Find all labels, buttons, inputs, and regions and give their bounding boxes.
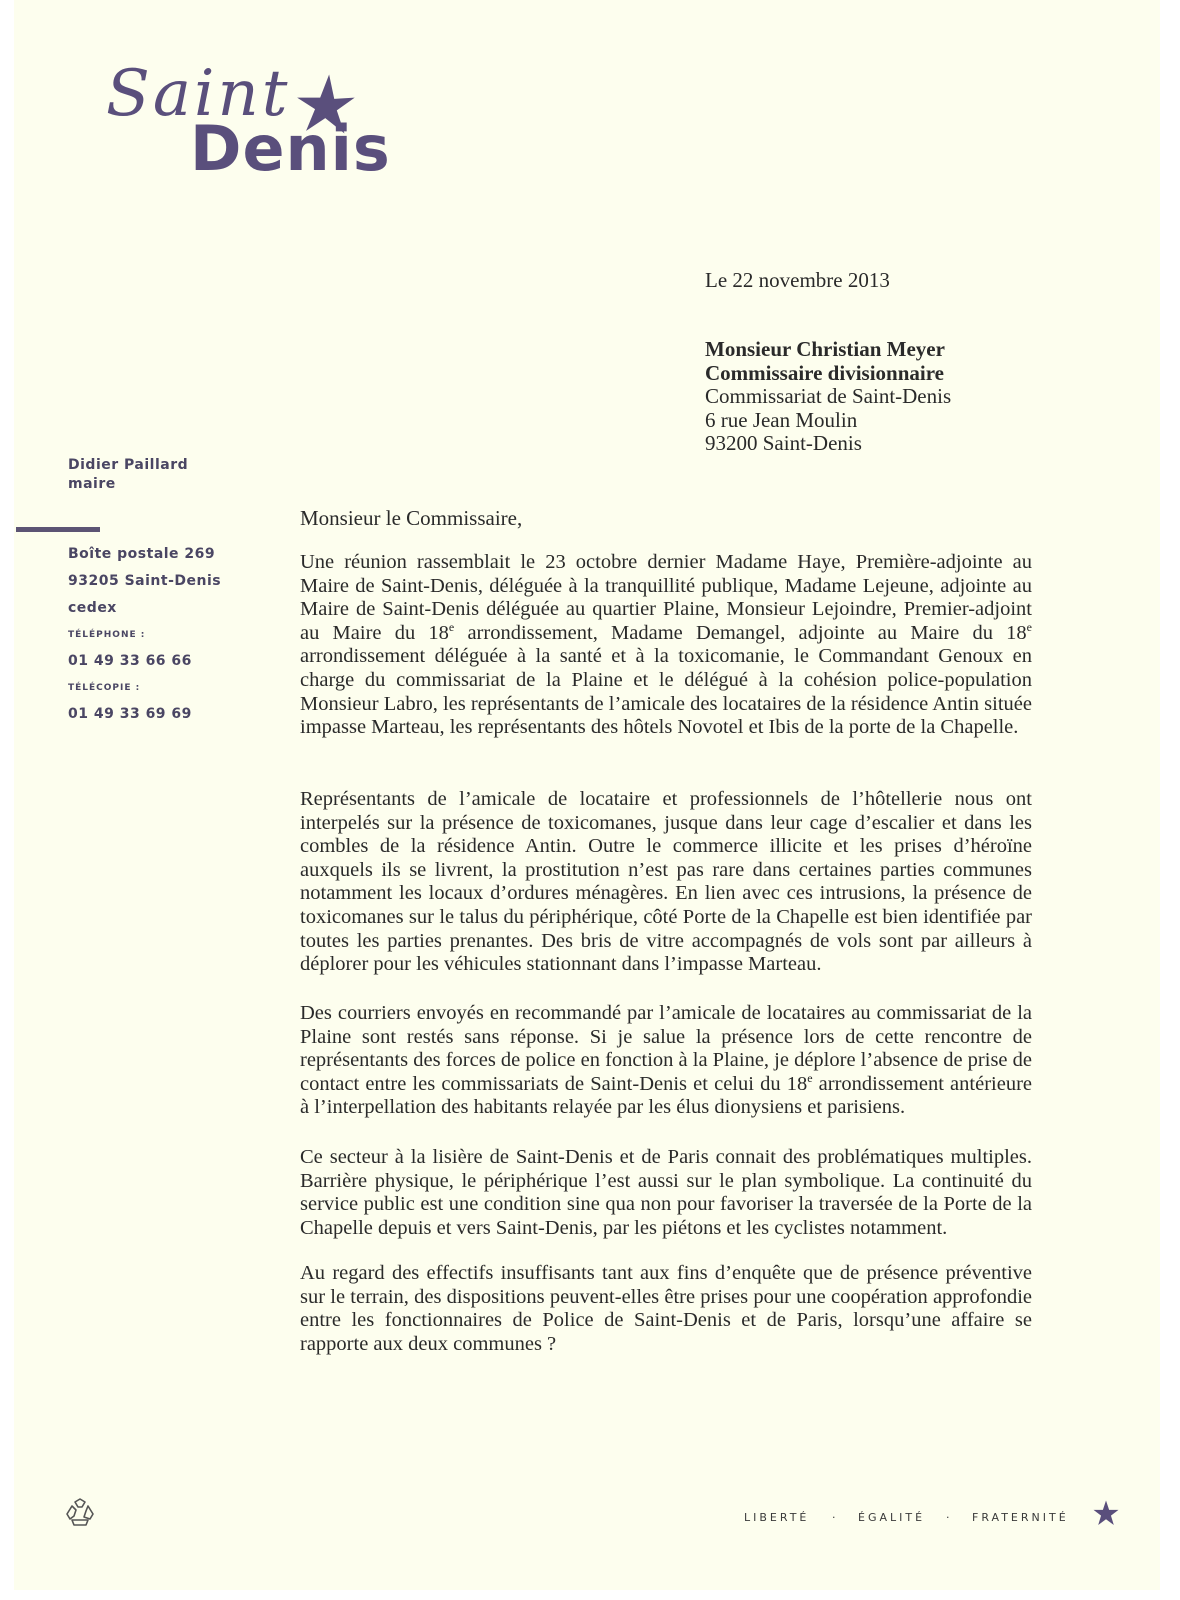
recipient-street: 6 rue Jean Moulin	[705, 407, 858, 432]
postal-box: Boîte postale 269	[68, 546, 216, 562]
logo-saint-text: Saint	[106, 57, 291, 131]
paragraph-3-part-a: Des courriers envoyés en recommandé par l’amicale de locataires au commissariat de la Plaine sont restés sans réponse. Si je salue la présence lors de cette rencontre de représentants des forces de police en fonction à la Plaine, je déplore l’absence de prise de contact entre les commissariats de Saint-Denis et celui du 18	[300, 1002, 1032, 1095]
paragraph-2: Représentants de l’amicale de locataire et professionnels de l’hôtellerie nous ont interpelés sur la présence de toxicomanes, jusque dans leur cage d’escalier et dans les combles de la résidence Antin. Outre le commerce illicite et les prises d’héroïne auxquels ils se livrent, la prostitution n’est pas rare dans certaines parties communes notamment les locaux d’ordures ménagères. En lien avec ces intrusions, la présence de toxicomanes sur le talus du périphérique, côté Porte de la Chapelle est bien identifiée par toutes les parties prenantes. Des bris de vitre accompagnés de vols sont par ailleurs à déplorer pour les véhicules stationnant dans l’impasse Marteau.	[300, 788, 1032, 976]
letter-date: Le 22 novembre 2013	[705, 268, 890, 292]
paragraph-1-part-b: arrondissement, Madame Demangel, adjointe au Maire du 18	[454, 621, 1027, 644]
fax-label: TÉLÉCOPIE :	[68, 683, 141, 693]
paragraph-3	[300, 1002, 1032, 1120]
mayor-name: Didier Paillard	[68, 457, 189, 473]
footer-star-icon	[1093, 1500, 1119, 1526]
superscript: e	[807, 1070, 813, 1085]
motto-fraternite: FRATERNITÉ	[972, 1511, 1069, 1524]
paragraph-4: Ce secteur à la lisière de Saint-Denis et de Paris connait des problématiques multiples. Barrière physique, le périphérique l’est aussi sur le plan symbolique. La continuité du service public est une condition sine qua non pour favoriser la traversée de la Porte de la Chapelle depuis et vers Saint-Denis, par les piétons et les cyclistes notamment.	[300, 1146, 1032, 1239]
paragraph-1-part-a: Une réunion rassemblait le 23 octobre dernier Madame Haye, Première-adjointe au Maire de Saint-Denis, déléguée à la tranquillité publique, Madame Lejeune, adjointe au Maire de Saint-Denis déléguée au quartier Plaine, Monsieur Lejoindre, Premier-adjoint au Maire du 18	[300, 551, 1032, 644]
sidebar-divider	[16, 527, 100, 532]
motto-egalite: ÉGALITÉ	[858, 1511, 926, 1524]
phone-number: 01 49 33 66 66	[68, 653, 192, 669]
recipient-city: 93200 Saint-Denis	[705, 431, 862, 455]
fax-number: 01 49 33 69 69	[68, 706, 192, 722]
postal-city: 93205 Saint-Denis	[68, 573, 222, 589]
motto-separator: ·	[832, 1511, 839, 1524]
letter-page	[14, 0, 1160, 1590]
recipient-role: Commissaire divisionnaire	[705, 360, 944, 385]
motto-liberte: LIBERTÉ	[744, 1511, 810, 1524]
paragraph-3-part-b: arrondissement antérieure à l’interpellation des habitants relayée par les élus dionysiens et parisiens.	[300, 1072, 1032, 1119]
superscript: e	[448, 619, 455, 634]
superscript: e	[1026, 619, 1032, 634]
paragraph-1	[300, 551, 1032, 740]
greeting: Monsieur le Commissaire,	[300, 506, 523, 530]
recycle-icon	[64, 1497, 96, 1527]
phone-label: TÉLÉPHONE :	[68, 630, 146, 640]
postal-cedex: cedex	[68, 600, 117, 616]
logo-denis-text: Denis	[190, 112, 391, 185]
motto-separator: ·	[946, 1511, 953, 1524]
paragraph-1-part-c: arrondissement déléguée à la santé et à la toxicomanie, le Commandant Genoux en charge du commissariat de la Plaine et le délégué à la cohésion police-population Monsieur Labro, les représentants de l’amicale des locataires de la résidence Antin située impasse Marteau, les représentants des hôtels Novotel et Ibis de la porte de la Chapelle.	[300, 645, 1032, 739]
paragraph-5: Au regard des effectifs insuffisants tant aux fins d’enquête que de présence préventive sur le terrain, des dispositions peuvent-elles être prises pour une coopération approfondie entre les fonctionnaires de Police de Saint-Denis et de Paris, lorsqu’une affaire se rapporte aux deux communes ?	[300, 1262, 1032, 1355]
recipient-address	[705, 338, 951, 456]
mayor-title: maire	[68, 476, 116, 492]
recipient-name: Monsieur Christian Meyer	[705, 337, 945, 361]
recipient-office: Commissariat de Saint-Denis	[705, 384, 952, 408]
